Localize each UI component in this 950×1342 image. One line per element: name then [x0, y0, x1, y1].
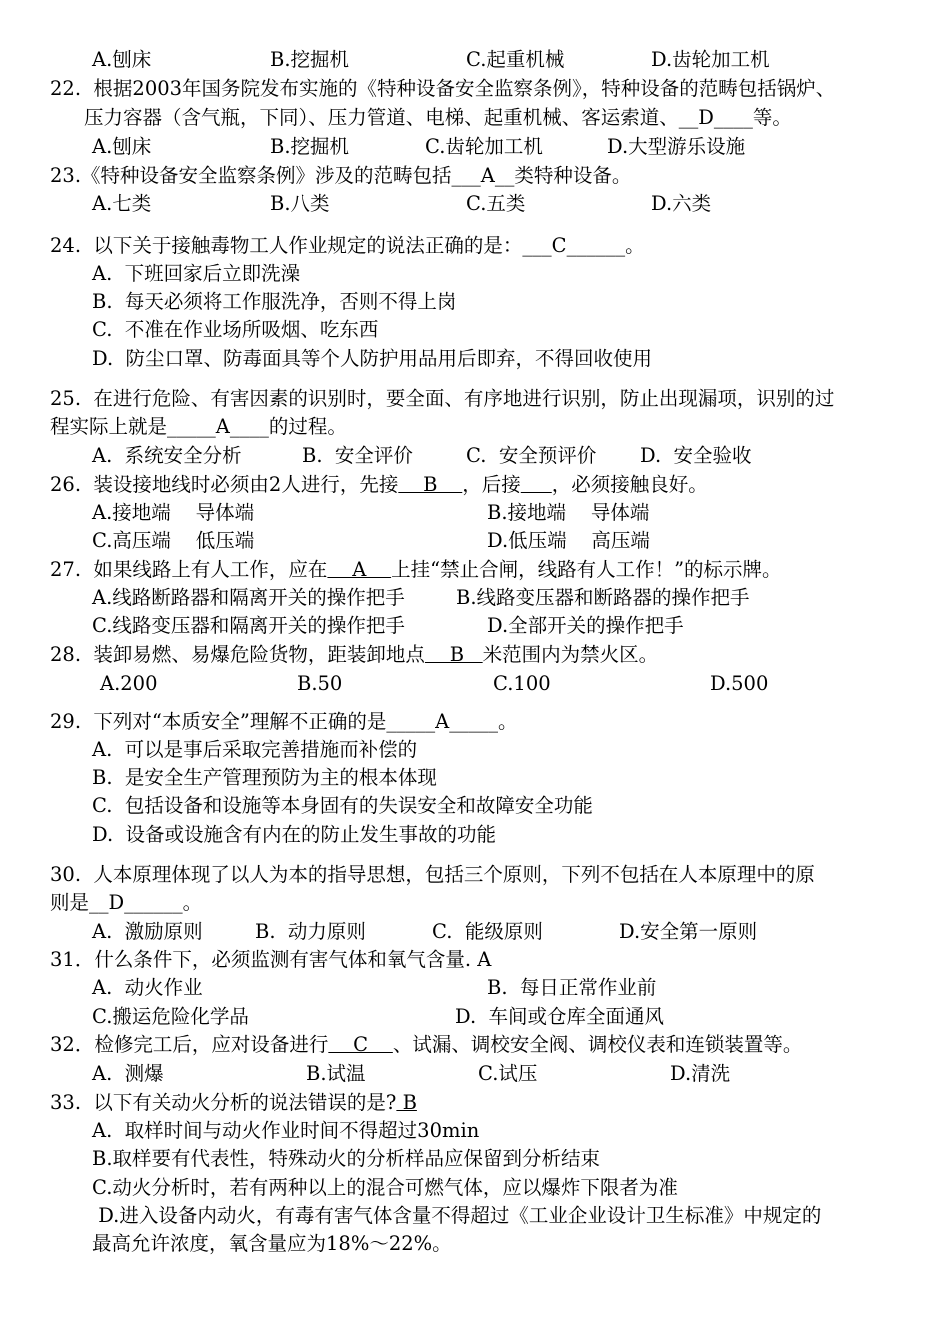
- option-a: A.线路断路器和隔离开关的操作把手: [92, 586, 405, 609]
- option-c: C.动火分析时，若有两种以上的混合可燃气体，应以爆炸下限者为准: [92, 1176, 678, 1199]
- option-d: D. 防尘口罩、防毒面具等个人防护用品用后即弃，不得回收使用: [92, 347, 653, 370]
- question-text: 类特种设备。: [514, 164, 632, 187]
- question-line: [50, 1032, 802, 1058]
- option-b: B. 安全评价: [302, 444, 413, 467]
- option-a: A. 系统安全分析: [92, 444, 242, 467]
- option-c: C.五类: [466, 192, 526, 215]
- option-b: B.八类: [270, 192, 330, 215]
- option-c: C. 不准在作业场所吸烟、吃东西: [92, 318, 379, 341]
- option-d: D.低压端 高压端: [487, 529, 650, 552]
- answer-blank: _____A____: [167, 415, 269, 438]
- question-text: 33. 以下有关动火分析的说法错误的是?: [50, 1091, 397, 1114]
- option-a: A. 测爆: [92, 1062, 164, 1085]
- option-c: C. 安全预评价: [466, 444, 597, 467]
- option-c: C. 包括设备和设施等本身固有的失误安全和故障安全功能: [92, 794, 593, 817]
- option-d: D.进入设备内动火，有毒有害气体含量不得超过《工业企业设计卫生标准》中规定的: [92, 1204, 822, 1227]
- question-line: [50, 642, 658, 668]
- option-d: D. 安全验收: [640, 444, 752, 467]
- question-text: 等。: [752, 106, 792, 129]
- question-line: [50, 472, 708, 498]
- question-text: 32．检修完工后，应对设备进行: [50, 1033, 329, 1056]
- question-text: 27. 如果线路上有人工作，应在: [50, 558, 328, 581]
- option-b: B.线路变压器和断路器的操作把手: [456, 586, 750, 609]
- option-c: C. 能级原则: [432, 920, 543, 943]
- question-line: [50, 1090, 417, 1116]
- option-b: B.试温: [306, 1062, 366, 1085]
- option-b: B. 每天必须将工作服洗净，否则不得上岗: [92, 290, 457, 313]
- option-d: D.清洗: [670, 1062, 731, 1085]
- option-b: B.取样要有代表性，特殊动火的分析样品应保留到分析结束: [92, 1147, 601, 1170]
- option-d: D.全部开关的操作把手: [487, 614, 684, 637]
- question-text-cont: [50, 890, 202, 916]
- answer-blank: _____A_____: [386, 710, 498, 733]
- question-text-cont: [50, 414, 347, 440]
- option-a: A.刨床: [92, 135, 152, 158]
- question-text: 。: [497, 710, 518, 733]
- question-line: [50, 709, 517, 735]
- option-a: A.刨床: [92, 48, 152, 71]
- option-a: A.接地端 导体端: [92, 501, 255, 524]
- option-d: D.大型游乐设施: [607, 135, 746, 158]
- answer-blank: __D____: [678, 106, 753, 129]
- question-text: ，必须接触良好。: [551, 473, 708, 496]
- question-text: 24. 以下关于接触毒物工人作业规定的说法正确的是：: [50, 234, 523, 257]
- question-text: 30. 人本原理体现了以人为本的指导思想，包括三个原则，下列不包括在人本原理中的原: [50, 863, 815, 886]
- option-c: C.试压: [478, 1062, 538, 1085]
- option-b: B.挖掘机: [270, 48, 350, 71]
- answer-blank: B: [396, 1091, 417, 1114]
- option-a: A.200: [100, 672, 158, 695]
- option-b: B.50: [297, 672, 343, 695]
- option-d: D.500: [710, 672, 769, 695]
- question-text: 。: [182, 891, 203, 914]
- question-text: 26. 装设接地线时必须由2人进行，先接: [50, 473, 399, 496]
- option-c: C.搬运危险化学品: [92, 1005, 249, 1028]
- answer-blank: A: [327, 558, 392, 581]
- option-a: A. 激励原则: [92, 920, 203, 943]
- answer-blank: ___A__: [451, 164, 515, 187]
- question-text: 22. 根据2003年国务院发布实施的《特种设备安全监察条例》，特种设备的范畴包括锅炉、: [50, 77, 836, 100]
- question-text: 28. 装卸易燃、易爆危险货物，距装卸地点: [50, 643, 425, 666]
- option-c: C.起重机械: [466, 48, 565, 71]
- question-text: 29. 下列对“本质安全”理解不正确的是: [50, 710, 387, 733]
- option-c: C.100: [493, 672, 551, 695]
- option-b: B. 每日正常作业前: [487, 976, 657, 999]
- option-b: B. 动力原则: [255, 920, 366, 943]
- option-d: D.安全第一原则: [619, 920, 758, 943]
- option-d: D.齿轮加工机: [651, 48, 770, 71]
- option-b: B. 是安全生产管理预防为主的根本体现: [92, 766, 437, 789]
- question-text: 25. 在进行危险、有害因素的识别时，要全面、有序地进行识别，防止出现漏项，识别的过: [50, 387, 835, 410]
- option-c: C.齿轮加工机: [425, 135, 543, 158]
- answer-blank: B: [398, 473, 463, 496]
- option-d: D. 车间或仓库全面通风: [455, 1005, 665, 1028]
- question-text: ，后接: [462, 473, 521, 496]
- answer-blank: B: [424, 643, 483, 666]
- question-text: 压力容器（含气瓶，下同）、压力管道、电梯、起重机械、客运索道、: [84, 106, 679, 129]
- question-text: 上挂“禁止合闸，线路有人工作！”的标示牌。: [391, 558, 782, 581]
- question-text: 的过程。: [268, 415, 347, 438]
- option-a: A.七类: [92, 192, 152, 215]
- option-d: D.六类: [651, 192, 712, 215]
- question-text: 31．什么条件下，必须监测有害气体和氧气含量. A: [50, 948, 492, 971]
- option-d-cont: 最高允许浓度，氧含量应为18%～22%。: [92, 1232, 452, 1255]
- answer-blank: C: [328, 1033, 393, 1056]
- question-line: [50, 557, 782, 583]
- option-a: A. 动火作业: [92, 976, 203, 999]
- question-text: 米范围内为禁火区。: [482, 643, 659, 666]
- answer-blank: __D______: [89, 891, 183, 914]
- answer-blank: ___C______: [522, 234, 626, 257]
- option-b: B.接地端 导体端: [487, 501, 650, 524]
- blank: [521, 473, 552, 496]
- option-a: A. 下班回家后立即洗澡: [92, 262, 301, 285]
- question-text: 则是: [50, 891, 90, 914]
- option-b: B.挖掘机: [270, 135, 350, 158]
- question-text: 。: [625, 234, 645, 257]
- option-a: A. 取样时间与动火作业时间不得超过30min: [92, 1119, 480, 1142]
- question-text: 、试漏、调校安全阀、调校仪表和连锁装置等。: [392, 1033, 803, 1056]
- question-line: [50, 163, 631, 189]
- question-text: 23.《特种设备安全监察条例》涉及的范畴包括: [50, 164, 452, 187]
- option-d: D. 设备或设施含有内在的防止发生事故的功能: [92, 823, 497, 846]
- option-a: A. 可以是事后采取完善措施而补偿的: [92, 738, 418, 761]
- question-text-cont: [84, 105, 792, 131]
- question-line: [50, 233, 645, 259]
- option-c: C.线路变压器和隔离开关的操作把手: [92, 614, 405, 637]
- option-c: C.高压端 低压端: [92, 529, 255, 552]
- question-text: 程实际上就是: [50, 415, 168, 438]
